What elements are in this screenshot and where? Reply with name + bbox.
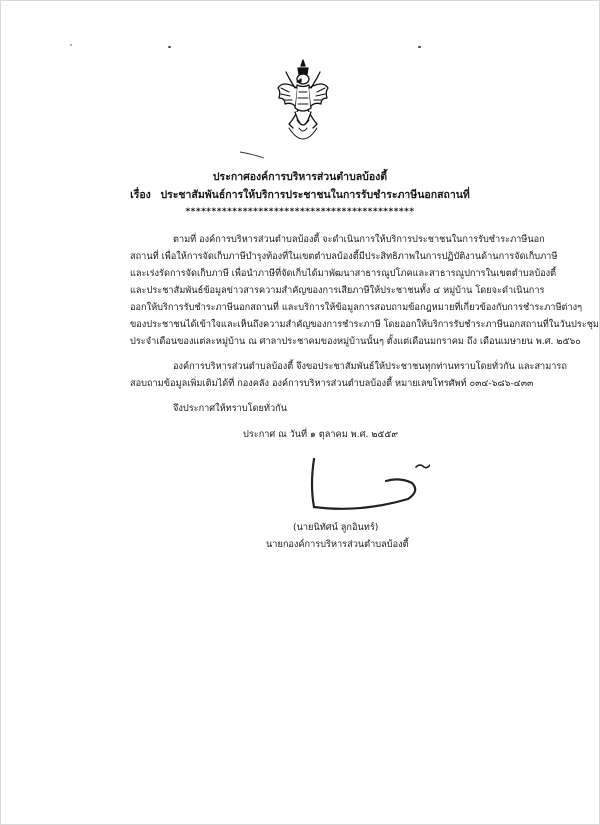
subject-text: ประชาสัมพันธ์การให้บริการประชาชนในการรับชำระภาษีนอกสถานที่ bbox=[160, 189, 470, 201]
paragraph-1-line: สถานที่ เพื่อให้การจัดเก็บภาษีบำรุงท้องที่ในเขตตำบลบ้องตี้มีประสิทธิภาพในการปฏิบัติงานด้านการจัดเก็บภาษี bbox=[130, 251, 558, 262]
subject-label: เรื่อง bbox=[130, 189, 151, 201]
date-line: ประกาศ ณ วันที่ ๑ ตุลาคม พ.ศ. ๒๕๕๙ bbox=[243, 429, 399, 440]
signature-icon bbox=[300, 455, 430, 515]
scan-speck bbox=[70, 44, 72, 46]
paragraph-1-line: และประชาสัมพันธ์ข้อมูลข่าวสารความสำคัญของการเสียภาษีให้ประชาชนทั้ง ๔ หมู่บ้าน โดยจะดำเนินการ bbox=[130, 285, 545, 296]
paragraph-1-line: ของประชาชนได้เข้าใจและเห็นถึงความสำคัญของการชำระภาษี โดยออกให้บริการรับชำระภาษีนอกสถานที่ในวันประชุม bbox=[130, 319, 599, 330]
page-title: ประกาศองค์การบริหารส่วนตำบลบ้องตี้ bbox=[212, 171, 388, 183]
separator-line: ******************************************** bbox=[185, 207, 415, 217]
paragraph-2-line: องค์การบริหารส่วนตำบลบ้องตี้ จึงขอประชาสัมพันธ์ให้ประชาชนทุกท่านทราบโดยทั่วกัน และสามารถ bbox=[173, 361, 567, 372]
paragraph-1-line: ออกให้บริการรับชำระภาษีนอกสถานที่ และบริการให้ข้อมูลการสอบถามข้อกฎหมายที่เกี่ยวข้องกับการชำระภาษีต่างๆ bbox=[130, 302, 583, 313]
signatory-name: (นายนิทัศน์ ลูกอินทร์) bbox=[293, 522, 379, 533]
garuda-emblem-icon bbox=[275, 58, 331, 150]
paragraph-2-line: สอบถามข้อมูลเพิ่มเติมได้ที่ กองคลัง องค์การบริหารส่วนตำบลบ้องตี้ หมายเลขโทรศัพท์ ๐๓๔-๖๘๖-๔๓๓ bbox=[130, 378, 534, 389]
paragraph-1-line: และเร่งรัดการจัดเก็บภาษี เพื่อนำภาษีที่จัดเก็บได้มาพัฒนาสาธารณูปโภคและสาธารณูปการในเขตตำบลบ้องตี้ bbox=[130, 268, 557, 279]
scan-speck bbox=[418, 46, 421, 48]
subject-line bbox=[0, 186, 600, 203]
closing-line: จึงประกาศให้ทราบโดยทั่วกัน bbox=[173, 403, 287, 414]
stray-mark bbox=[238, 148, 268, 162]
signatory-position: นายกองค์การบริหารส่วนตำบลบ้องตี้ bbox=[266, 539, 409, 550]
scan-speck bbox=[168, 46, 171, 48]
paragraph-1-line: ตามที่ องค์การบริหารส่วนตำบลบ้องตี้ จะดำเนินการให้บริการประชาชนในการรับชำระภาษีนอก bbox=[173, 234, 545, 245]
paragraph-1-line: ประจำเดือนของแต่ละหมู่บ้าน ณ ศาลาประชาคมของหมู่บ้านนั้นๆ ตั้งแต่เดือนมกราคม ถึง เดือนเมษายน พ.ศ. ๒๕๖๐ bbox=[130, 336, 581, 347]
